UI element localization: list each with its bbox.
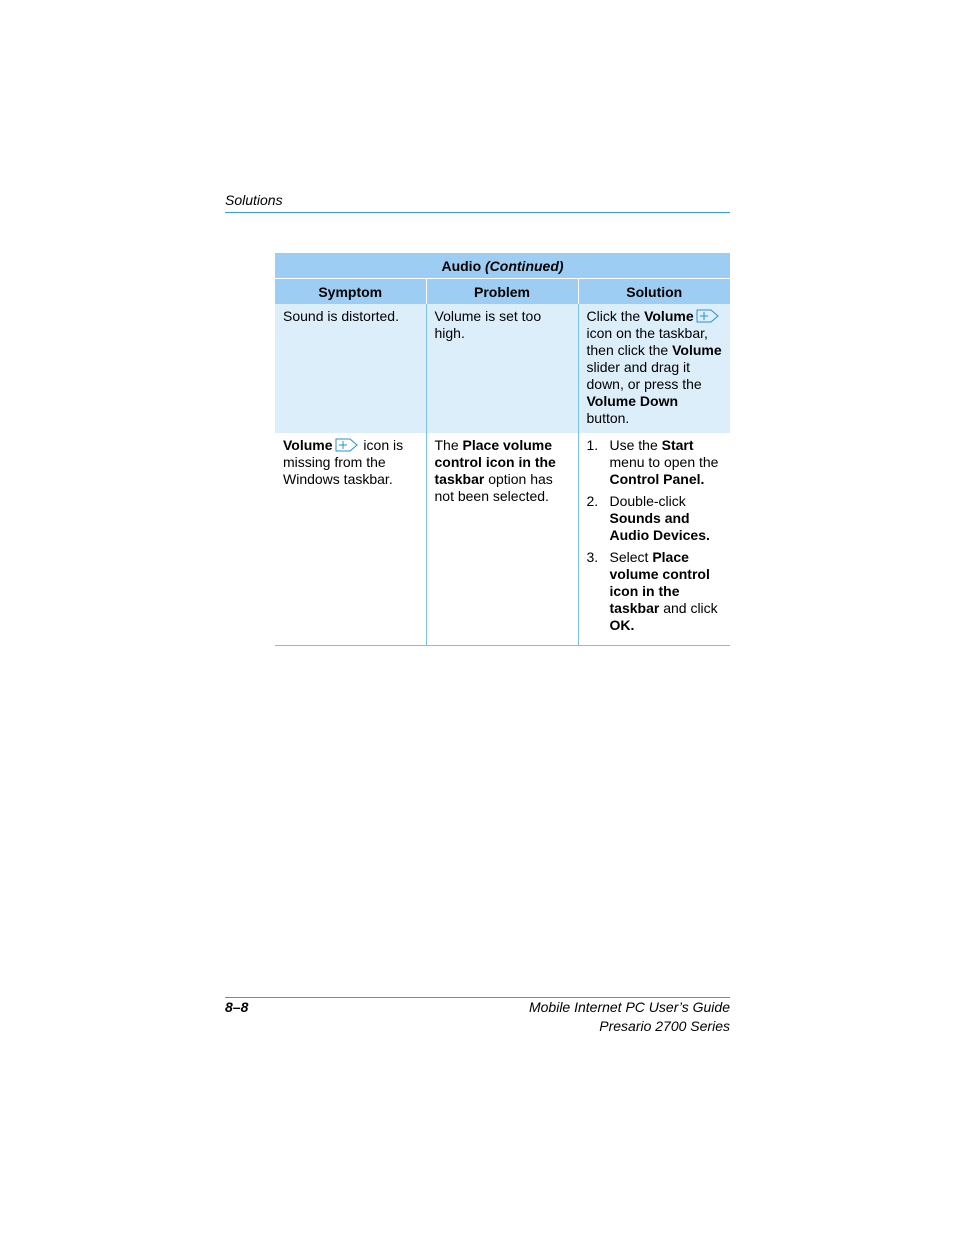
- volume-icon: [335, 438, 358, 452]
- symptom-cell: [275, 304, 426, 433]
- step-text: Select: [609, 549, 653, 565]
- step-number: 2.: [586, 493, 599, 509]
- table-caption: [275, 253, 730, 279]
- problem-bold: Place volume control icon in the taskbar: [434, 437, 556, 487]
- table-row: [275, 433, 730, 646]
- solution-steps: [587, 437, 723, 634]
- step-text: menu to open the: [609, 454, 719, 470]
- problem-cell: [426, 304, 578, 433]
- solution-bold: Volume Down: [586, 393, 679, 409]
- step-bold: Sounds and Audio Devices.: [609, 510, 710, 543]
- solution-cell: [578, 433, 730, 646]
- symptom-cell: [275, 433, 426, 646]
- volume-icon: [696, 309, 719, 323]
- step-bold: Control Panel.: [609, 471, 705, 487]
- step-bold: Start: [661, 437, 694, 453]
- page-number: 8–8: [225, 999, 249, 1015]
- step-bold: OK.: [609, 617, 635, 633]
- symptom-text: icon is missing from the Windows taskbar.: [283, 437, 404, 487]
- list-item: [587, 493, 723, 544]
- solution-text: button.: [586, 410, 630, 426]
- solution-cell: [578, 304, 730, 433]
- column-header-symptom: Symptom: [275, 279, 426, 305]
- symptom-bold: Volume: [283, 437, 333, 453]
- solution-text: Click the: [586, 308, 645, 324]
- problem-text: The: [434, 437, 463, 453]
- table-caption-row: [275, 253, 730, 279]
- table-title-suffix: (Continued): [485, 257, 564, 274]
- audio-troubleshooting-table: [275, 253, 730, 646]
- problem-cell: [426, 433, 578, 646]
- step-text: and click: [659, 600, 718, 616]
- solution-text: slider and drag it down, or press the: [586, 359, 702, 392]
- step-text: Use the: [609, 437, 662, 453]
- symptom-text: Sound is distorted.: [283, 308, 399, 324]
- list-item: [587, 549, 723, 634]
- step-number: 3.: [586, 549, 599, 565]
- solution-bold: Volume: [672, 342, 722, 358]
- step-bold: Place volume control icon in the taskbar: [609, 549, 710, 616]
- running-head: Solutions: [225, 192, 283, 208]
- guide-title: Mobile Internet PC User’s Guide: [528, 999, 730, 1015]
- step-number: 1.: [586, 437, 599, 453]
- table-title: Audio: [441, 257, 482, 274]
- column-header-problem: Problem: [426, 279, 578, 305]
- column-header-solution: Solution: [578, 279, 730, 305]
- product-series: Presario 2700 Series: [599, 1018, 730, 1034]
- table-header-row: [275, 279, 730, 305]
- header-rule: [225, 212, 730, 213]
- problem-text: Volume is set too high.: [434, 308, 542, 341]
- solution-bold: Volume: [644, 308, 694, 324]
- list-item: [587, 437, 723, 488]
- solution-text: icon on the taskbar, then click the: [586, 325, 708, 358]
- problem-text: option has not been selected.: [434, 471, 553, 504]
- table-row: [275, 304, 730, 433]
- footer-rule: [225, 997, 730, 998]
- step-text: Double-click: [609, 493, 686, 509]
